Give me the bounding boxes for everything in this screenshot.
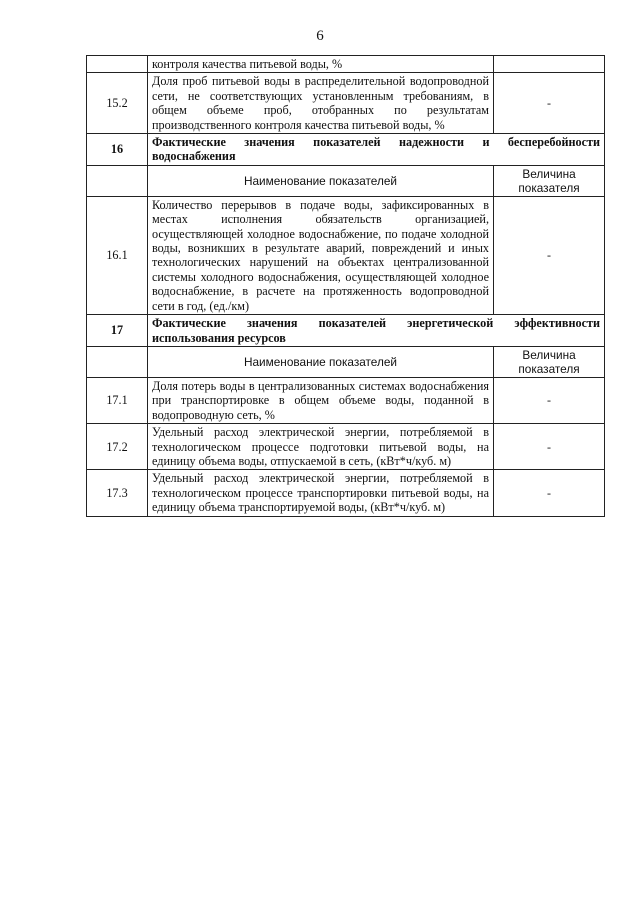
column-header-row — [87, 346, 605, 377]
header-value: Величина показателя — [494, 346, 605, 377]
row-text: Доля проб питьевой воды в распределительной водопроводной сети, не соответствующих установленным требованиям, в общем объеме проб, отобранных по результатам производственного контроля качества питьевой воды, % — [148, 73, 494, 134]
table-row — [87, 470, 605, 516]
page-number: 6 — [316, 28, 324, 44]
section-title: Фактические значения показателей надежности и бесперебойности водоснабжения — [148, 134, 605, 166]
row-text: Удельный расход электрической энергии, потребляемой в технологическом процессе транспортировки питьевой воды, на единицу объема транспортируемой воды, (кВт*ч/куб. м) — [148, 470, 494, 516]
row-value — [494, 56, 605, 73]
header-empty — [87, 346, 148, 377]
table-row — [87, 377, 605, 423]
row-number — [87, 56, 148, 73]
row-value: - — [494, 470, 605, 516]
row-value: - — [494, 73, 605, 134]
row-text: Количество перерывов в подаче воды, зафиксированных в местах исполнения обязательств организацией, осуществляющей холодное водоснабжение, по подаче холодной воды, возникших в результате аварий, повреждений и иных технологических нарушений на объектах централизованной системы холодного водоснабжения, осуществляющей холодное водоснабжение, в расчете на протяженность водопроводной сети в год, (ед./км) — [148, 196, 494, 314]
row-value: - — [494, 424, 605, 470]
table-row — [87, 196, 605, 314]
table-row — [87, 424, 605, 470]
header-empty — [87, 165, 148, 196]
indicators-table — [86, 55, 605, 517]
section-title: Фактические значения показателей энергетической эффективности использования ресурсов — [148, 315, 605, 347]
table-row — [87, 73, 605, 134]
column-header-row — [87, 165, 605, 196]
row-value: - — [494, 196, 605, 314]
row-text: Доля потерь воды в централизованных системах водоснабжения при транспортировке в общем объеме воды, поданной в водопроводную сеть, % — [148, 377, 494, 423]
row-number: 17.1 — [87, 377, 148, 423]
row-number: 15.2 — [87, 73, 148, 134]
row-number: 16.1 — [87, 196, 148, 314]
header-name: Наименование показателей — [148, 165, 494, 196]
header-name: Наименование показателей — [148, 346, 494, 377]
row-number: 17.2 — [87, 424, 148, 470]
row-value: - — [494, 377, 605, 423]
section-row — [87, 134, 605, 166]
table-row — [87, 56, 605, 73]
section-row — [87, 315, 605, 347]
row-number: 17.3 — [87, 470, 148, 516]
row-text: контроля качества питьевой воды, % — [148, 56, 494, 73]
section-number: 17 — [87, 315, 148, 347]
header-value: Величина показателя — [494, 165, 605, 196]
row-text: Удельный расход электрической энергии, потребляемой в технологическом процессе подготовки питьевой воды, на единицу объема воды, отпускаемой в сеть, (кВт*ч/куб. м) — [148, 424, 494, 470]
section-number: 16 — [87, 134, 148, 166]
